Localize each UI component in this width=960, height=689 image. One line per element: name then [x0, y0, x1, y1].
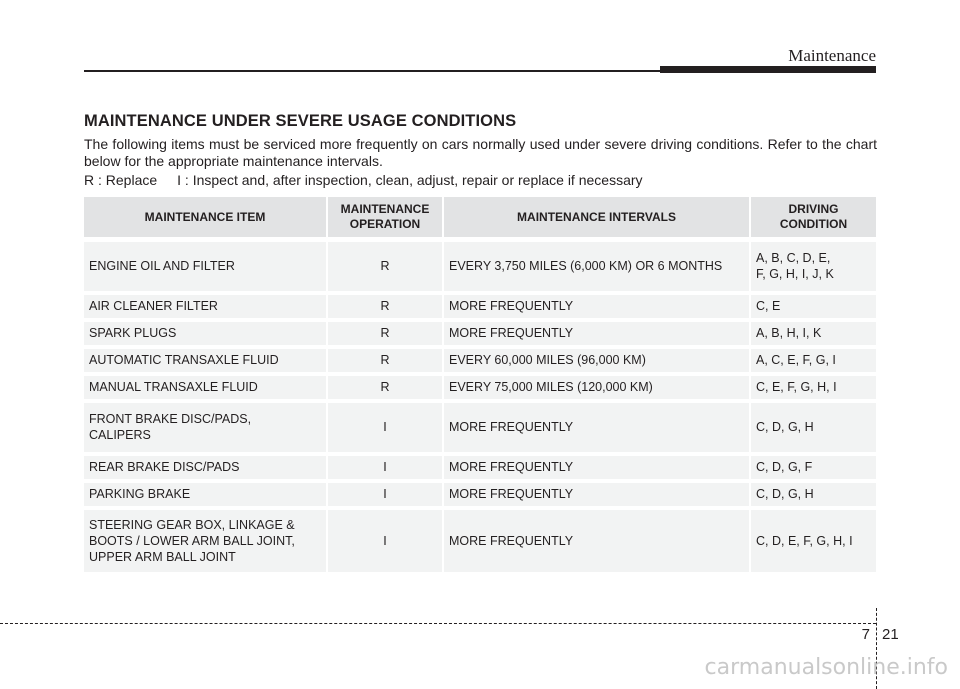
cell-interval: MORE FREQUENTLY [443, 508, 750, 574]
cell-interval: MORE FREQUENTLY [443, 320, 750, 347]
cell-interval: EVERY 3,750 MILES (6,000 KM) OR 6 MONTHS [443, 240, 750, 293]
cell-interval: MORE FREQUENTLY [443, 401, 750, 454]
table-row [84, 454, 876, 481]
table-row [84, 508, 876, 574]
cell-operation: I [327, 508, 443, 574]
header-maintenance-operation: MAINTENANCE OPERATION [327, 197, 443, 240]
cell-operation: R [327, 320, 443, 347]
page-number: 21 [882, 626, 899, 643]
cell-item: AUTOMATIC TRANSAXLE FLUID [84, 347, 327, 374]
maintenance-table [84, 197, 876, 576]
cell-condition: C, E, F, G, H, I [750, 374, 876, 401]
cell-item: AIR CLEANER FILTER [84, 293, 327, 320]
cell-interval: EVERY 60,000 MILES (96,000 KM) [443, 347, 750, 374]
table-row [84, 481, 876, 508]
cell-operation: I [327, 481, 443, 508]
cell-item: SPARK PLUGS [84, 320, 327, 347]
cell-condition: A, B, H, I, K [750, 320, 876, 347]
cell-item: STEERING GEAR BOX, LINKAGE & BOOTS / LOWER ARM BALL JOINT, UPPER ARM BALL JOINT [84, 508, 327, 574]
table-row [84, 374, 876, 401]
table-row [84, 240, 876, 293]
cell-operation: I [327, 401, 443, 454]
intro-paragraph: The following items must be serviced more frequently on cars normally used under severe driving conditions. Refer to the chart below for the appropriate maintenance intervals. [84, 136, 877, 169]
table-header-row [84, 197, 876, 240]
cell-condition: A, B, C, D, E, F, G, H, I, J, K [750, 240, 876, 293]
legend-replace: R : Replace [84, 172, 158, 188]
cell-operation: R [327, 240, 443, 293]
footer-rule [0, 623, 876, 624]
cell-condition: C, E [750, 293, 876, 320]
cell-item: PARKING BRAKE [84, 481, 327, 508]
table-row [84, 320, 876, 347]
legend-line [84, 172, 643, 189]
cell-condition: C, D, E, F, G, H, I [750, 508, 876, 574]
header-driving-condition: DRIVING CONDITION [750, 197, 876, 240]
cell-interval: EVERY 75,000 MILES (120,000 KM) [443, 374, 750, 401]
table-row [84, 401, 876, 454]
legend-inspect: I : Inspect and, after inspection, clean, adjust, repair or replace if necessary [177, 172, 643, 188]
header-bar [660, 66, 876, 73]
header-maintenance-item: MAINTENANCE ITEM [84, 197, 327, 240]
cell-condition: C, D, G, H [750, 481, 876, 508]
page-chapter: 7 [861, 626, 870, 643]
cell-operation: I [327, 454, 443, 481]
cell-condition: C, D, G, F [750, 454, 876, 481]
cell-interval: MORE FREQUENTLY [443, 293, 750, 320]
cell-operation: R [327, 374, 443, 401]
cell-item: FRONT BRAKE DISC/PADS, CALIPERS [84, 401, 327, 454]
cell-operation: R [327, 347, 443, 374]
cell-condition: A, C, E, F, G, I [750, 347, 876, 374]
cell-item: MANUAL TRANSAXLE FLUID [84, 374, 327, 401]
cell-operation: R [327, 293, 443, 320]
header-title: Maintenance [788, 46, 876, 65]
cell-item: ENGINE OIL AND FILTER [84, 240, 327, 293]
table-row [84, 293, 876, 320]
header-rule [84, 70, 660, 72]
cell-condition: C, D, G, H [750, 401, 876, 454]
cell-interval: MORE FREQUENTLY [443, 454, 750, 481]
table-row [84, 347, 876, 374]
cell-item: REAR BRAKE DISC/PADS [84, 454, 327, 481]
section-title: MAINTENANCE UNDER SEVERE USAGE CONDITIONS [84, 112, 517, 130]
watermark: carmanualsonline.info [704, 655, 948, 680]
cell-interval: MORE FREQUENTLY [443, 481, 750, 508]
header-maintenance-intervals: MAINTENANCE INTERVALS [443, 197, 750, 240]
